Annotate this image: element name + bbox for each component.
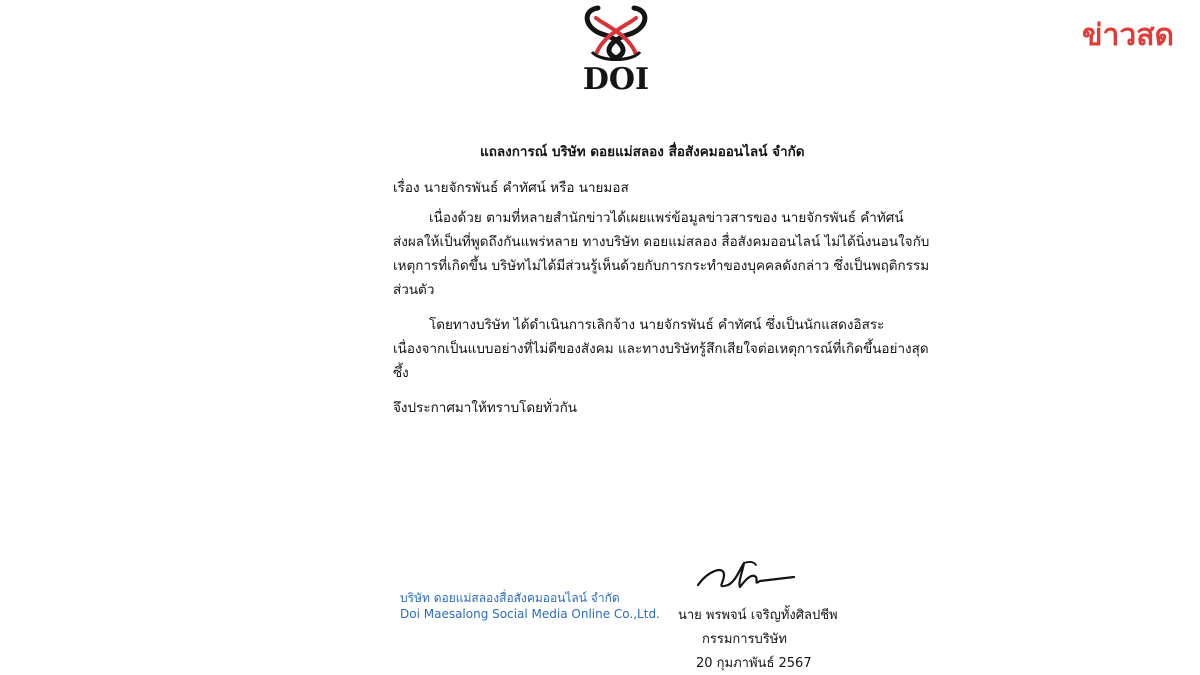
paragraph-line: ซึ้ง <box>393 365 409 381</box>
paragraph-1 <box>393 206 930 302</box>
stamp-line-english: Doi Maesalong Social Media Online Co.,Ltd. <box>400 607 660 621</box>
logo-text: DOI <box>582 62 650 92</box>
statement-date: 20 กุมภาพันธ์ 2567 <box>696 656 812 671</box>
paragraph-line: เนื่องด้วย ตามที่หลายสำนักข่าวได้เผยแพร่ข้อมูลข่าวสารของ นายจักรพันธ์ คำทัศน์ <box>429 210 904 226</box>
news-watermark: ข่าวสด <box>1082 18 1174 53</box>
logo-emblem-icon <box>578 4 654 92</box>
signatory-position: กรรมการบริษัท <box>702 632 787 647</box>
paragraph-line: ส่วนตัว <box>393 282 435 298</box>
paragraph-line: เหตุการที่เกิดขึ้น บริษัทไม่ได้มีส่วนรู้เห็นด้วยกับการกระทำของบุคคลดังกล่าว ซึ่งเป็นพฤติกรรม <box>393 258 930 274</box>
paragraph-line: เนื่องจากเป็นแบบอย่างที่ไม่ดีของสังคม และทางบริษัทรู้สึกเสียใจต่อเหตุการณ์ที่เกิดขึ้นอย่างสุด <box>393 341 929 357</box>
paragraph-line: โดยทางบริษัท ได้ดำเนินการเลิกจ้าง นายจักรพันธ์ คำทัศน์ ซึ่งเป็นนักแสดงอิสระ <box>429 317 885 333</box>
paragraph-2 <box>393 313 929 385</box>
statement-title: แถลงการณ์ บริษัท ดอยแม่สลอง สื่อสังคมออนไลน์ จำกัด <box>480 144 805 160</box>
signature-icon <box>694 559 798 593</box>
company-logo <box>578 4 654 92</box>
stamp-line-thai: บริษัท ดอยแม่สลองสื่อสังคมออนไลน์ จำกัด <box>400 591 620 605</box>
company-stamp <box>400 590 660 622</box>
signatory-name: นาย พรพจน์ เจริญทั้งศิลปชีพ <box>678 608 838 623</box>
statement-subject: เรื่อง นายจักรพันธ์ คำทัศน์ หรือ นายมอส <box>393 180 629 196</box>
closing-line: จึงประกาศมาให้ทราบโดยทั่วกัน <box>393 400 577 416</box>
paragraph-line: ส่งผลให้เป็นที่พูดถึงกันแพร่หลาย ทางบริษัท ดอยแม่สลอง สื่อสังคมออนไลน์ ไม่ได้นิ่งนอนใจกับ <box>393 234 930 250</box>
signatory-block <box>678 604 838 675</box>
